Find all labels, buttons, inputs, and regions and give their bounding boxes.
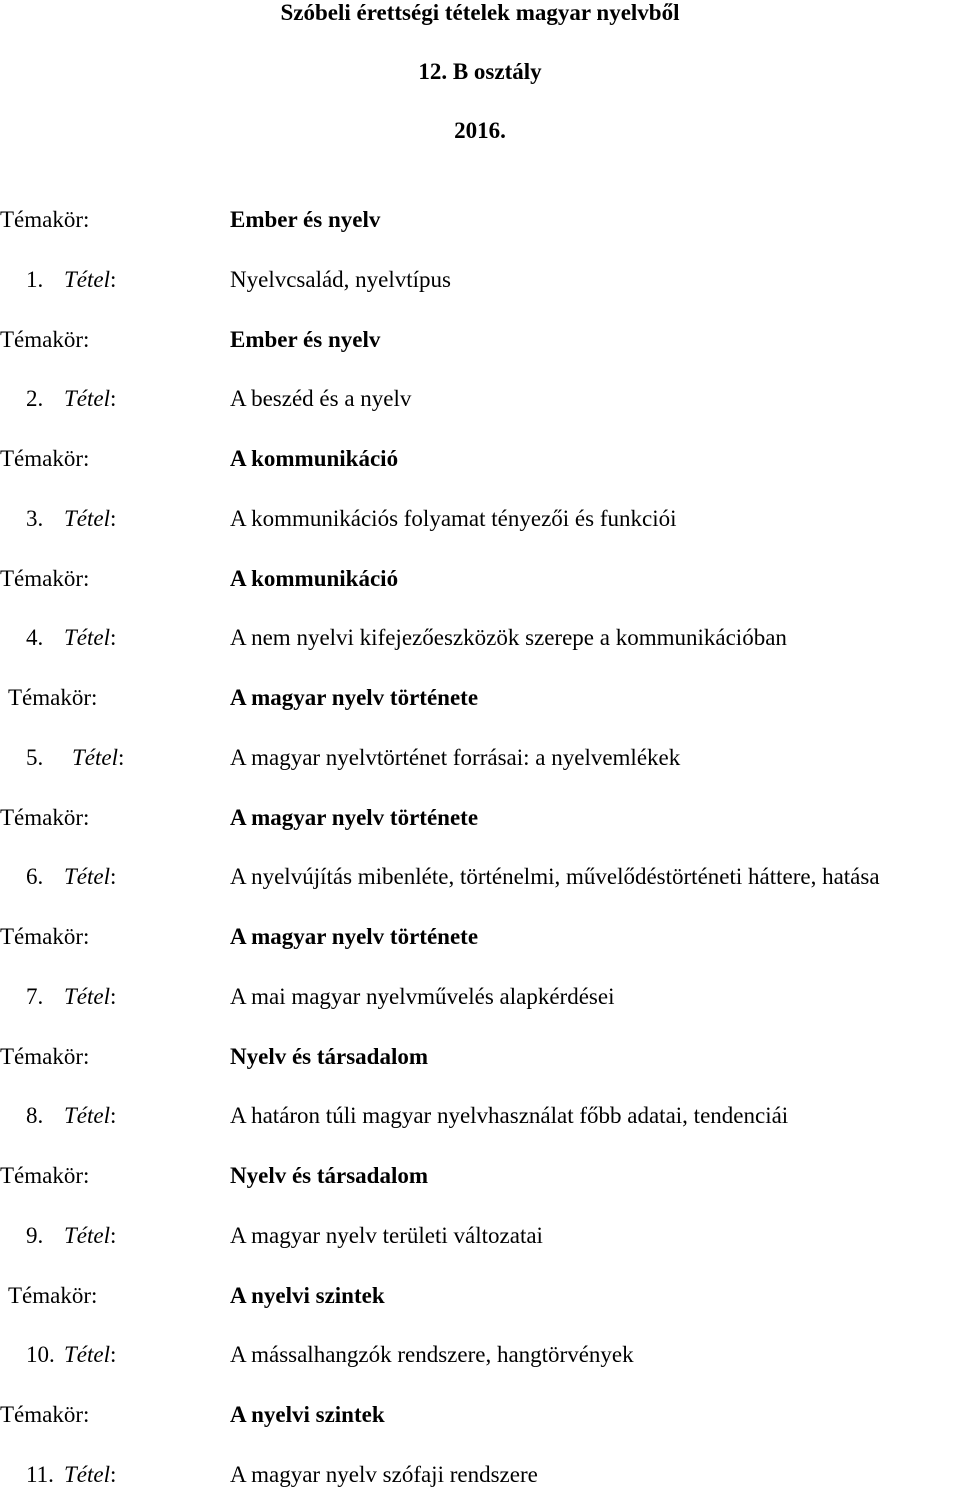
item-label-word: Tétel xyxy=(64,1342,110,1367)
topic-label: Témakör: xyxy=(8,1283,98,1308)
class-name: 12. B osztály xyxy=(418,59,542,84)
item-number: 4. xyxy=(26,625,44,650)
item-number: 8. xyxy=(26,1103,44,1128)
topic-label: Témakör: xyxy=(0,924,90,949)
topic-name: A nyelvi szintek xyxy=(230,1283,385,1308)
item-label-word: Tétel xyxy=(64,864,110,889)
item-title: A magyar nyelv szófaji rendszere xyxy=(230,1462,538,1487)
topic-label: Témakör: xyxy=(0,446,90,471)
item-label-word: Tétel xyxy=(64,1103,110,1128)
item-label-word: Tétel xyxy=(64,1462,110,1487)
item-title: A kommunikációs folyamat tényezői és funkciói xyxy=(230,506,677,531)
item-row xyxy=(0,984,960,1014)
item-label: Tétel: xyxy=(64,386,117,411)
topic-label: Témakör: xyxy=(0,207,90,232)
item-row xyxy=(0,1223,960,1253)
topic-name: Nyelv és társadalom xyxy=(230,1163,429,1188)
item-label-word: Tétel xyxy=(64,386,110,411)
item-title: Nyelvcsalád, nyelvtípus xyxy=(230,267,452,292)
topic-row xyxy=(0,1283,960,1313)
item-row xyxy=(0,386,960,416)
item-label-word: Tétel xyxy=(64,984,110,1009)
item-title: A nyelvújítás mibenléte, történelmi, művelődéstörténeti háttere, hatása xyxy=(230,864,880,889)
topic-name: Ember és nyelv xyxy=(230,207,381,232)
topic-name: A kommunikáció xyxy=(230,566,399,591)
topic-name: A nyelvi szintek xyxy=(230,1402,385,1427)
item-row xyxy=(0,1342,960,1372)
item-title: A magyar nyelvtörténet forrásai: a nyelvemlékek xyxy=(230,745,681,770)
topic-label: Témakör: xyxy=(0,805,90,830)
topic-label: Témakör: xyxy=(8,685,98,710)
item-label: Tétel: xyxy=(64,1342,117,1367)
topic-row xyxy=(0,446,960,476)
item-title: A mássalhangzók rendszere, hangtörvények xyxy=(230,1342,634,1367)
item-label-word: Tétel xyxy=(64,625,110,650)
item-number: 9. xyxy=(26,1223,44,1248)
topic-label: Témakör: xyxy=(0,1402,90,1427)
item-label: Tétel: xyxy=(64,506,117,531)
item-row xyxy=(0,506,960,536)
item-number: 10. xyxy=(26,1342,55,1367)
topic-name: A magyar nyelv története xyxy=(230,805,479,830)
item-row xyxy=(0,745,960,775)
topic-label: Témakör: xyxy=(0,566,90,591)
item-number: 2. xyxy=(26,386,44,411)
item-label: Tétel: xyxy=(64,1223,117,1248)
topic-row xyxy=(0,566,960,596)
topic-row xyxy=(0,1044,960,1074)
topic-row xyxy=(0,327,960,357)
item-label-word: Tétel xyxy=(64,506,110,531)
item-title: A mai magyar nyelvművelés alapkérdései xyxy=(230,984,615,1009)
topic-name: A magyar nyelv története xyxy=(230,685,479,710)
item-label: Tétel: xyxy=(64,267,117,292)
topic-label: Témakör: xyxy=(0,1044,90,1069)
item-number: 6. xyxy=(26,864,44,889)
item-label-word: Tétel xyxy=(64,1223,110,1248)
year: 2016. xyxy=(454,118,506,143)
item-number: 1. xyxy=(26,267,44,292)
item-row xyxy=(0,864,960,894)
item-label: Tétel: xyxy=(64,1103,117,1128)
topic-row xyxy=(0,805,960,835)
item-row xyxy=(0,625,960,655)
item-number: 7. xyxy=(26,984,44,1009)
item-row xyxy=(0,1462,960,1492)
item-number: 11. xyxy=(26,1462,54,1487)
topic-name: A magyar nyelv története xyxy=(230,924,479,949)
item-title: A magyar nyelv területi változatai xyxy=(230,1223,543,1248)
topic-row xyxy=(0,1163,960,1193)
item-title: A határon túli magyar nyelvhasználat főbb adatai, tendenciái xyxy=(230,1103,789,1128)
item-label-word: Tétel xyxy=(64,267,110,292)
topic-row xyxy=(0,1402,960,1432)
topic-row xyxy=(0,924,960,954)
topic-row xyxy=(0,207,960,237)
item-title: A beszéd és a nyelv xyxy=(230,386,412,411)
item-title: A nem nyelvi kifejezőeszközök szerepe a kommunikációban xyxy=(230,625,787,650)
item-label: Tétel: xyxy=(64,864,117,889)
topic-name: Ember és nyelv xyxy=(230,327,381,352)
document-title: Szóbeli érettségi tételek magyar nyelvből xyxy=(280,0,680,25)
item-label-word: Tétel xyxy=(72,745,118,770)
item-row xyxy=(0,1103,960,1133)
topic-label: Témakör: xyxy=(0,327,90,352)
topic-name: Nyelv és társadalom xyxy=(230,1044,429,1069)
item-label: Tétel: xyxy=(64,1462,117,1487)
item-label: Tétel: xyxy=(64,984,117,1009)
item-number: 5. xyxy=(26,745,44,770)
item-number: 3. xyxy=(26,506,44,531)
topic-name: A kommunikáció xyxy=(230,446,399,471)
item-label: Tétel: xyxy=(64,625,117,650)
item-label: Tétel: xyxy=(72,745,125,770)
topic-row xyxy=(0,685,960,715)
item-row xyxy=(0,267,960,297)
topic-label: Témakör: xyxy=(0,1163,90,1188)
